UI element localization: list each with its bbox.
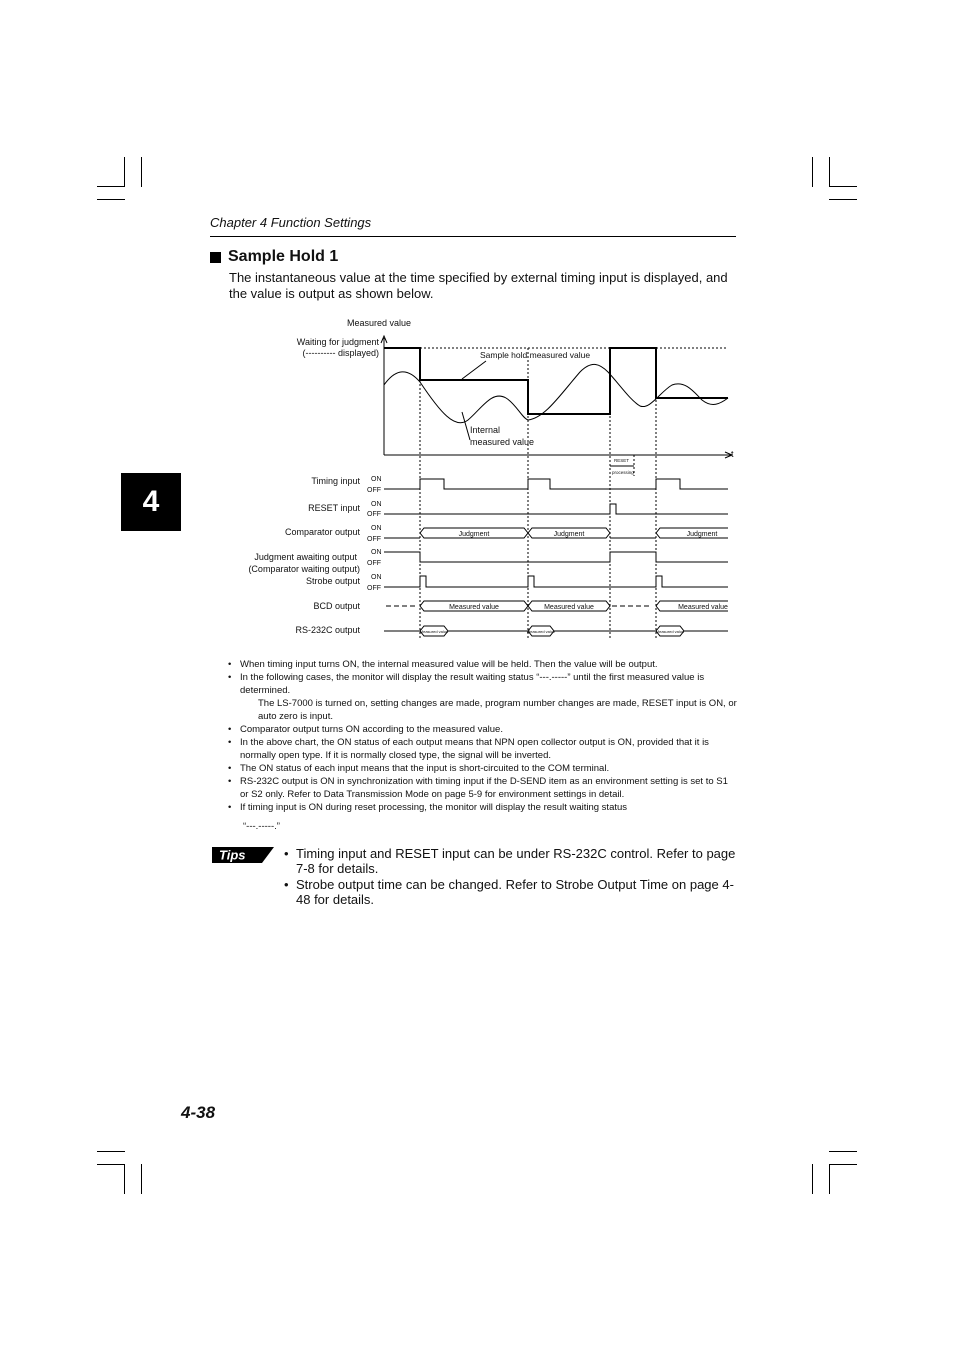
judgment-box-label: Judgment bbox=[458, 531, 490, 538]
on-label: ON bbox=[371, 501, 382, 508]
crop-mark bbox=[141, 1164, 142, 1194]
measured-box-label: Measured value bbox=[678, 604, 728, 611]
note-subitem: The LS-7000 is turned on, setting changes are made, program number changes are made, RESET input is ON, or auto zero is input. bbox=[258, 698, 737, 722]
timing-input-trace bbox=[384, 479, 728, 489]
reset-input-trace bbox=[384, 504, 728, 514]
note-item: • If timing input is ON during reset processing, the monitor will display the result waiting status bbox=[228, 801, 738, 814]
off-label: OFF bbox=[367, 536, 381, 543]
off-label: OFF bbox=[367, 585, 381, 592]
timing-input-label: Timing input bbox=[311, 476, 360, 486]
tip-item: • Strobe output time can be changed. Refer to Strobe Output Time on page 4-48 for details. bbox=[284, 877, 739, 907]
internal-label: Internal bbox=[470, 425, 501, 435]
note-item: • RS-232C output is ON in synchronization with timing input if the D-SEND item as an environment setting is set to S1 or S2 only. Refer to Data Transmission Mode on page 5-9 for environment settings in detail. bbox=[228, 775, 738, 801]
chapter-header: Chapter 4 Function Settings bbox=[210, 215, 372, 230]
judgment-awaiting-trace bbox=[384, 552, 728, 562]
note-item: • When timing input turns ON, the internal measured value will be held. Then the value will be output. bbox=[228, 658, 738, 671]
internal-label-sub: measured value bbox=[470, 437, 535, 447]
crop-mark bbox=[97, 1164, 125, 1165]
note-item: • In the above chart, the ON status of each output means that NPN open collector output is ON, provided that it is normally open type. If it is normally closed type, the signal will be inverted. bbox=[228, 736, 738, 762]
bcd-output-label: BCD output bbox=[313, 601, 360, 611]
crop-mark bbox=[829, 1151, 857, 1152]
rs232c-box-label: Measured value bbox=[655, 629, 685, 634]
judgment-awaiting-label-sub: (Comparator waiting output) bbox=[248, 564, 360, 574]
measured-value-label: Measured value bbox=[347, 318, 412, 328]
tip-item: • Timing input and RESET input can be under RS-232C control. Refer to page 7-8 for details. bbox=[284, 846, 739, 876]
tips-badge bbox=[212, 847, 274, 863]
note-item: • The ON status of each input means that the input is short-circuited to the COM terminal. bbox=[228, 762, 738, 775]
crop-mark bbox=[124, 1164, 125, 1194]
crop-mark bbox=[97, 1151, 125, 1152]
measured-box-label: Measured value bbox=[544, 604, 594, 611]
section-title-text: Sample Hold 1 bbox=[228, 248, 339, 265]
on-label: ON bbox=[371, 525, 382, 532]
off-label: OFF bbox=[367, 560, 381, 567]
off-label: OFF bbox=[367, 511, 381, 518]
strobe-output-label: Strobe output bbox=[305, 576, 360, 586]
waiting-label-sub: (---------- displayed) bbox=[302, 348, 379, 358]
on-label: ON bbox=[371, 476, 382, 483]
intro-paragraph: The instantaneous value at the time specified by external timing input is displayed, and the value is output as shown below. bbox=[229, 270, 728, 301]
note-item: • In the following cases, the monitor will display the result waiting status “---.-----” until the first measured value is determined. bbox=[228, 671, 738, 697]
on-label: ON bbox=[371, 549, 382, 556]
internal-leader bbox=[462, 412, 470, 440]
tips-label: Tips bbox=[219, 847, 246, 863]
note-item: • Comparator output turns ON according to the measured value. bbox=[228, 723, 738, 736]
on-label: ON bbox=[371, 574, 382, 581]
judgment-box-label: Judgment bbox=[553, 531, 585, 538]
strobe-output-trace bbox=[384, 576, 728, 587]
time-axis-label: t bbox=[731, 449, 734, 459]
reset-tag-sub: processing bbox=[612, 470, 634, 475]
note-continuation: “---.-----.” bbox=[243, 821, 280, 832]
sample-hold-label: Sample hold measured value bbox=[480, 350, 591, 360]
judgment-awaiting-label: Judgment awaiting output bbox=[254, 552, 357, 562]
crop-mark bbox=[829, 1164, 857, 1165]
rs232c-output-label: RS-232C output bbox=[295, 625, 360, 635]
measured-box-label: Measured value bbox=[449, 604, 499, 611]
page-number: 4-38 bbox=[181, 1103, 216, 1122]
crop-mark bbox=[812, 1164, 813, 1194]
reset-tag: RESET bbox=[614, 458, 630, 463]
sample-hold-leader bbox=[462, 361, 486, 379]
waiting-label: Waiting for judgment bbox=[296, 337, 379, 347]
rs232c-box-label: Measured value bbox=[526, 629, 556, 634]
reset-input-label: RESET input bbox=[308, 503, 360, 513]
rs232c-box-label: Measured value bbox=[419, 629, 449, 634]
off-label: OFF bbox=[367, 487, 381, 494]
comparator-output-label: Comparator output bbox=[284, 527, 360, 537]
tips-list bbox=[284, 846, 739, 908]
judgment-box-label: Judgment bbox=[686, 531, 718, 538]
chapter-tab: 4 bbox=[121, 473, 181, 531]
crop-mark bbox=[829, 1164, 830, 1194]
notes-list bbox=[228, 658, 738, 833]
